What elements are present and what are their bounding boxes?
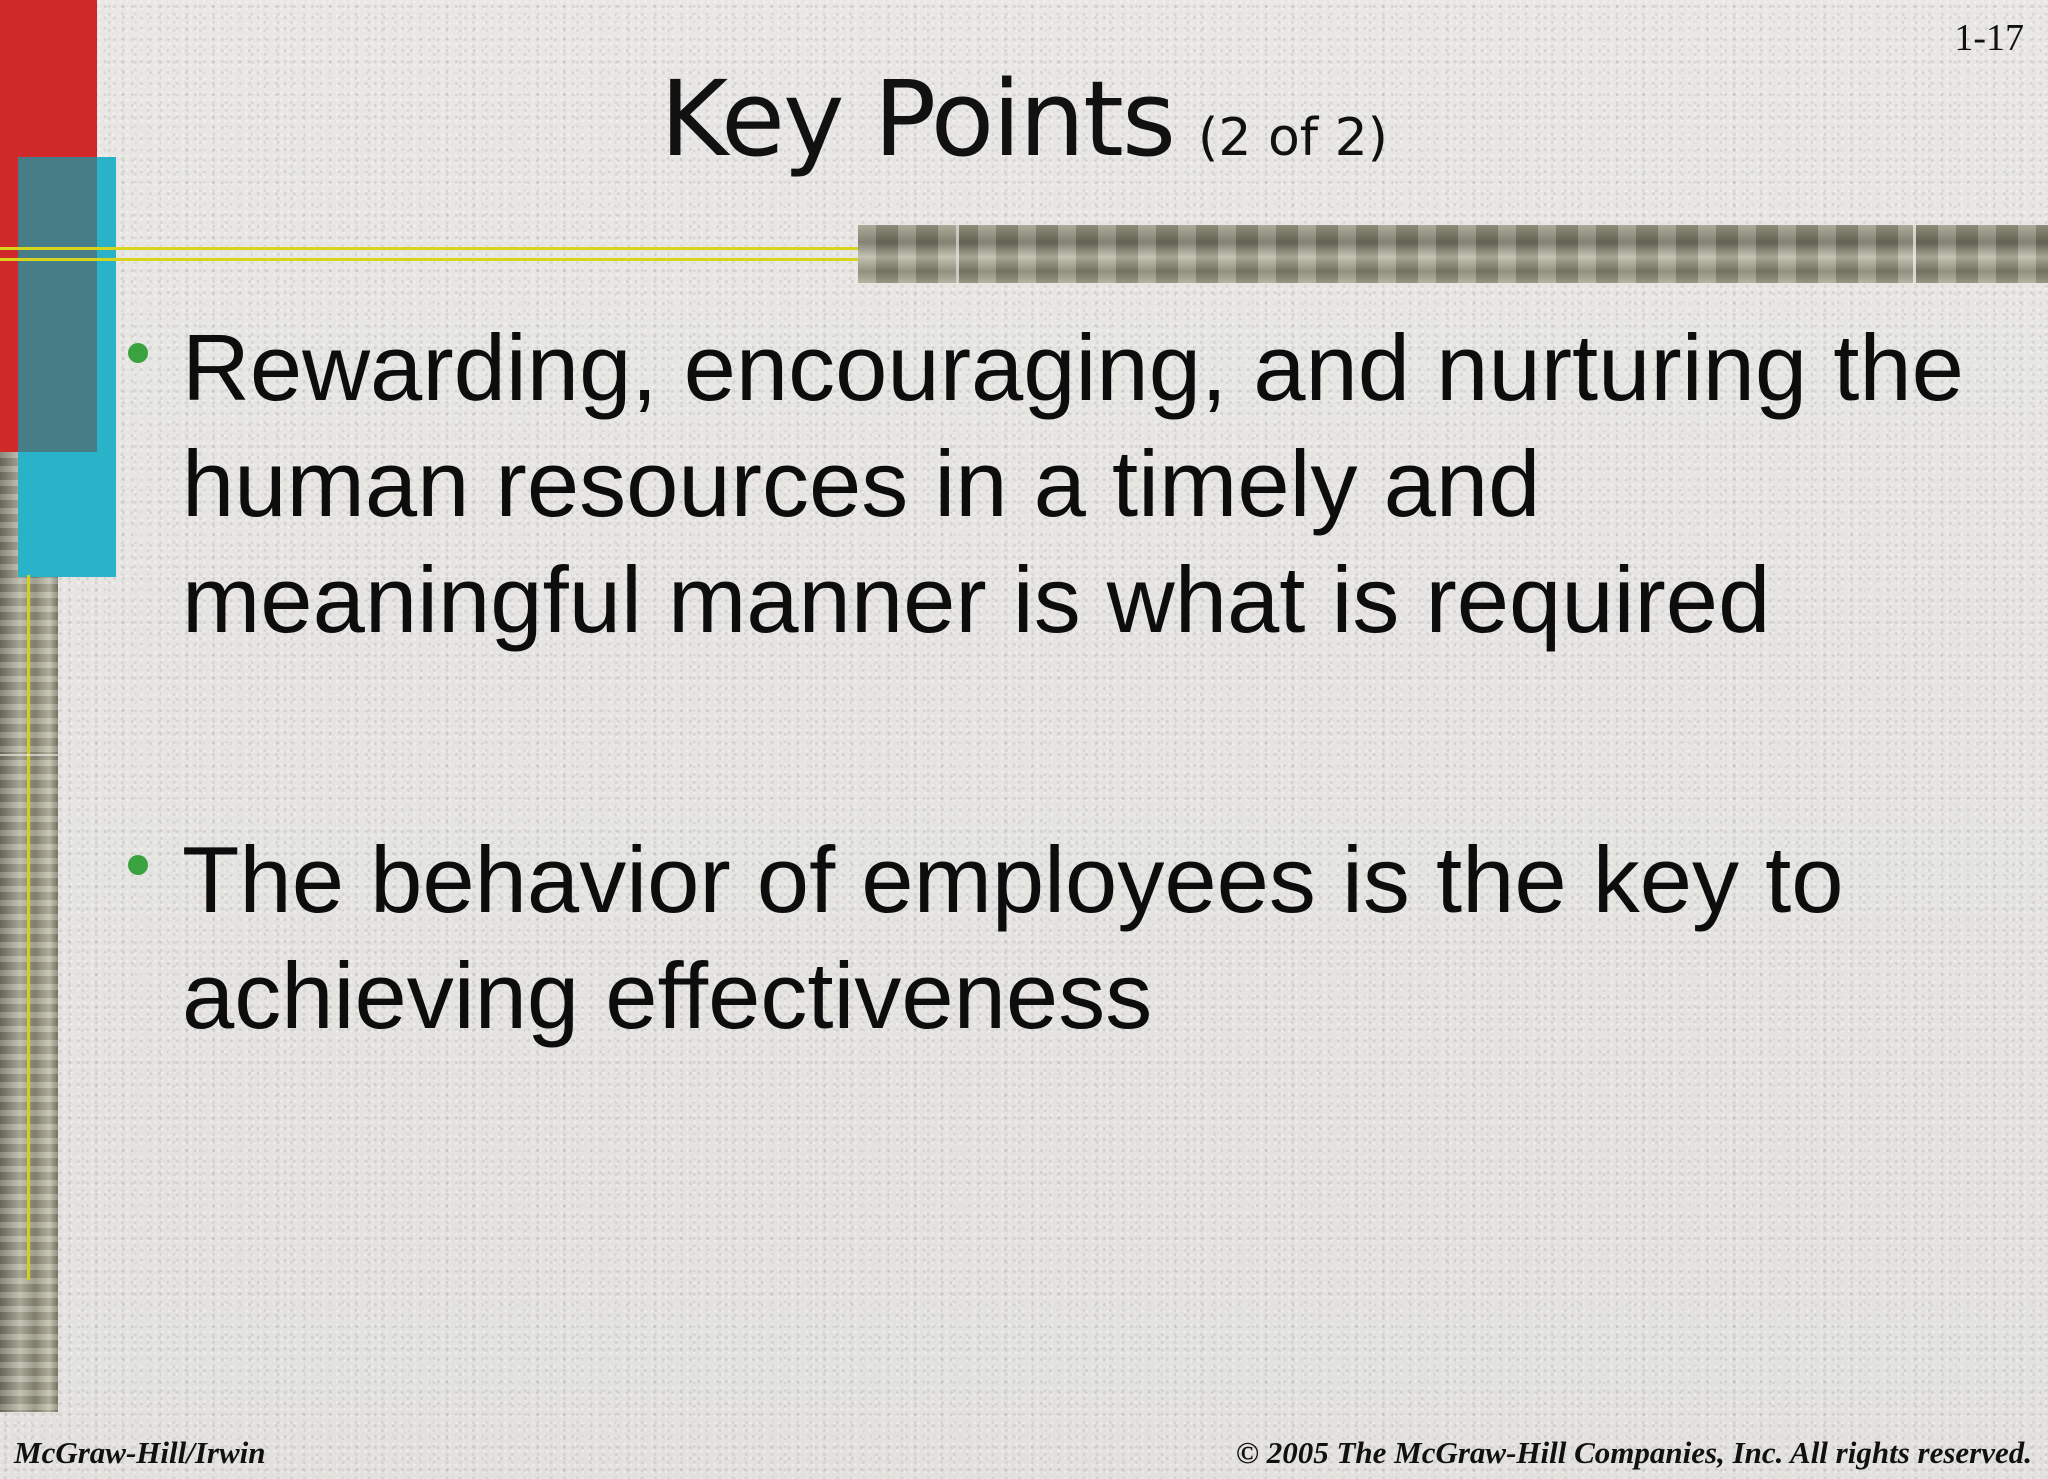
bullet-text: The behavior of employees is the key to achieving effectiveness — [182, 827, 1844, 1048]
bullet-list — [124, 310, 1984, 1054]
footer-copyright: © 2005 The McGraw-Hill Companies, Inc. All rights reserved. — [1235, 1435, 2032, 1470]
slide-number: 1-17 — [1954, 17, 2024, 59]
slide-title — [0, 58, 2048, 180]
bullet-item — [124, 310, 1984, 658]
bullet-item — [124, 822, 1984, 1054]
slide-title-suffix: (2 of 2) — [1198, 108, 1388, 168]
bullet-dot-icon — [128, 343, 148, 363]
bullet-dot-icon — [128, 855, 148, 875]
yellow-vertical-rule — [27, 575, 30, 1280]
slide-title-text: Key Points — [660, 58, 1175, 180]
stone-bar-seam — [1913, 225, 1916, 283]
teal-red-overlap-block — [18, 157, 97, 452]
footer-publisher: McGraw-Hill/Irwin — [14, 1435, 266, 1470]
stone-bar-seam — [956, 225, 959, 283]
stone-texture-bar — [858, 225, 2048, 283]
bullet-text: Rewarding, encouraging, and nurturing the human resources in a timely and meaningful manner is what is required — [182, 315, 1964, 652]
rail-divider — [0, 754, 58, 756]
